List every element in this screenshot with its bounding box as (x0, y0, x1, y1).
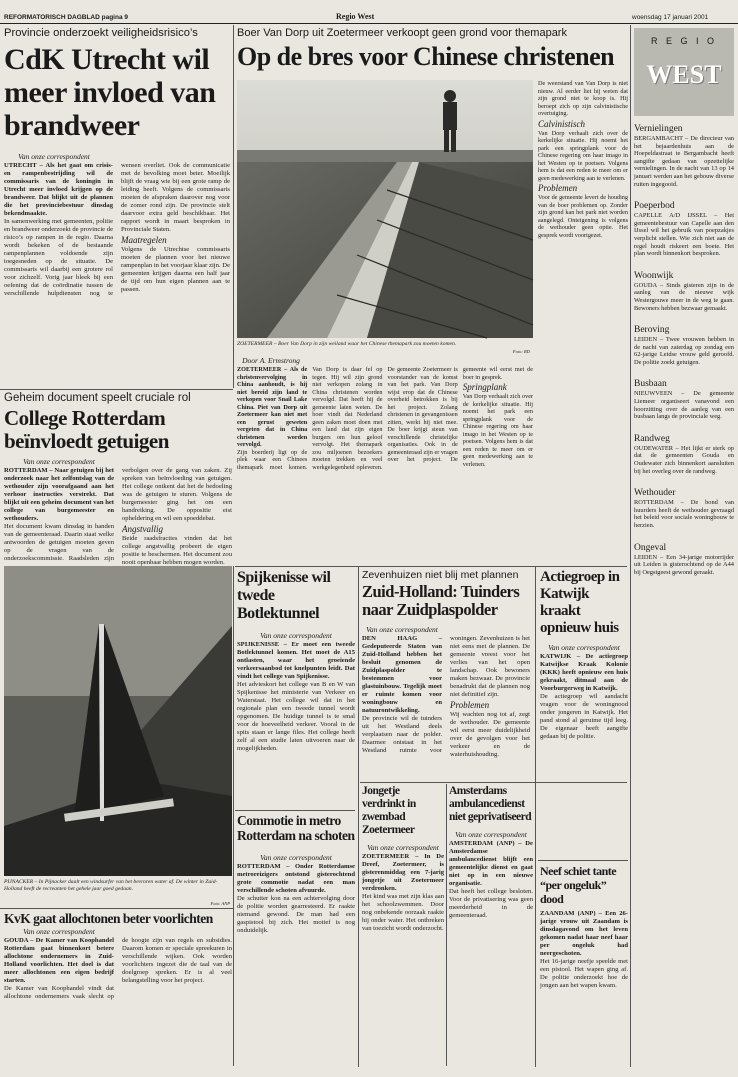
article-lead: UTRECHT – Als het gaat om crisis- en rampenbestrijding wil de commissaris van de koningin in Utrecht meer invloed krijgen op de brandweer. Dat blijkt uit de plannen die het provinciebestuur dinsdag bekendmaakte. (4, 162, 113, 217)
article-body: De provincie wil de tuinders uit het Westland deels verplaatsen naar de polder. Daarmee ontstaat in het Westland ruimte voor woningen. Zevenhuizen is het niet eens met de plannen. De gemeente vreest voor het verlies van het open landschap. Ook bewoners maken bezwaar. De provincie benadrukt dat de plannen nog niet definitief zijn. (362, 635, 530, 754)
brief-text: LEIDEN – Een 34-jarige motorrijder uit Leiden is gisterochtend op de A44 bij Oegstgeest gewond geraakt. (634, 553, 734, 576)
article-body-2: Beide raadsfracties vinden dat het college angstvallig probeert de eigen positie te beschermen. Het document zou nooit openbaar hebben mogen worden. (122, 535, 232, 566)
column-divider (358, 567, 359, 1067)
article-rotterdam-college (4, 392, 232, 566)
article-body-2: Wij wachten nog tot af, zegt de wethouder. De gemeente wil eerst meer duidelijkheid over de gevolgen voor het verkeer en de waterhuishouding. (450, 711, 530, 758)
article-byline: Van onze correspondent (23, 927, 95, 936)
article-byline: Van onze correspondent (260, 631, 332, 640)
article-columns (540, 653, 628, 863)
article-body: Het advieskort het college van B en W van Spijkenisse het ministerie van Verkeer en Waterstaat. Het college wil dat in het regionale plan een tweede tunnel wordt opgenomen. De huidige tunnel is te smal voor de hoeveelheid verkeer. Vooral in de spits staan er lange files. Het college heeft zelf al een studie laten uitvoeren naar de mogelijkheden. (237, 681, 355, 752)
article-byline: Van onze correspondent (260, 853, 332, 862)
article-body: De Kamer van Koophandel vindt dat allochtone ondernemers vaak slecht op de hoogte zijn van regels en subsidies. Daarom komen er speciale spreekuren in verschillende wijken. Ook worden voorlichters ingezet die de taal van de doelgroep spreken. Er is al veel belangstelling voor het project. (4, 937, 232, 1000)
article-kicker: Provincie onderzoekt veiligheidsrisico’s (4, 27, 198, 39)
article-lead: ROTTERDAM – Naar getuigen bij het onderzoek naar het zelfontslag van de wethouder zijn voorafgaand aan het verhoor instructies verstrekt. Dat blijkt uit een geheim document van het college van burgemeester en wethouders. (4, 467, 114, 522)
brief-item (634, 200, 734, 258)
article-lead: AMSTERDAM (ANP) – De Amsterdamse ambulancedienst blijft een gemeentelijke dienst en gaat niet op in een nieuwe organisatie. (449, 840, 533, 887)
brief-headline: Poeperbod (634, 201, 675, 212)
brief-headline: Wethouder (634, 488, 676, 499)
brief-item (634, 433, 734, 475)
logo-top-text: R E G I O (650, 36, 717, 46)
article-columns (449, 840, 533, 1060)
brief-headline: Busbaan (634, 379, 667, 390)
brief-item (634, 324, 734, 366)
article-subheading: Maatregelen (121, 235, 167, 245)
article-columns (362, 635, 530, 801)
section-divider (0, 908, 233, 909)
article-headline: Jongetje verdrinkt in zwembad Zoetermeer (362, 785, 416, 836)
farmer-photo (237, 80, 533, 338)
article-headline: Neef schiet tante “per ongeluk” dood (540, 864, 617, 906)
article-lead: ZOETERMEER – Als de christenvervolging in China aanhoudt, is hij niet bereid zijn land te verkopen voor Snail Lake China. Piet van Dorp uit Zoetermeer kan niet met een gerust geweten vergeten dat in China christenen worden vervolgd. (237, 366, 308, 448)
article-byline: Van onze correspondent (455, 830, 527, 839)
article-utrecht-body (4, 152, 230, 387)
logo-main-text: WEST (646, 60, 722, 89)
article-lead: GOUDA – De Kamer van Koophandel Rotterdam gaat binnenkort betere allochtone ondernemers in Zuid-Holland voorlichten. Het doel is dat meer allochtonen een eigen bedrijf starten. (4, 937, 114, 984)
article-body-2-repeat: Van Dorp verhaalt zich over de kerkelijke situatie. Hij noemt het park een springplank voor de Chinese regering om haar imago in het Westen op te poetsen. Volgens hem is dat een reden te meer om er geen medewerking aan te verlenen. (538, 129, 628, 182)
brief-item (634, 270, 734, 312)
article-kicker: Boer Van Dorp uit Zoetermeer verkoopt geen grond voor themapark (237, 27, 567, 39)
section-divider (538, 860, 628, 861)
brief-headline: Woonwijk (634, 270, 674, 281)
article-headline: Amsterdams ambulancedienst niet geprivatiseerd (449, 785, 532, 823)
header-page-title: Regio West (336, 12, 375, 21)
article-subheading: Angstvallig (122, 524, 163, 534)
article-body: Zijn boerderij ligt op de plek waar een Chinees themapark moet komen. Van Dorp is daar fel op tegen. Hij wil zijn grond niet verkopen zolang in China christenen worden vervolgd. Dat heeft hij de gemeente laten weten. De boer vindt dat Nederland geen zaken moet doen met een land dat zijn eigen burgers om hun geloof vervolgt. Het themapark zou miljoenen bezoekers moeten trekken en veel werkgelegenheid opleveren. De gemeente Zoetermeer is voorstander van de komst van het park. Van Dorp wijst erop dat de Chinese overheid betrokken is bij het project. Zolang christenen in gevangenissen zitten, werkt hij niet mee. De boer krijgt steun van verschillende christelijke organisaties. Ook in de gemeenteraad zijn er vragen over het project. De gemeente wil eerst met de boer in gesprek. (237, 366, 533, 471)
article-body: De actiegroep wil aandacht vragen voor de woningnood onder jongeren in Katwijk. Het pand stond al geruime tijd leeg. De eigenaar heeft aangifte gedaan bij de politie. (540, 693, 628, 740)
article-byline: Van onze correspondent (366, 625, 438, 634)
article-van-dorp (237, 27, 627, 77)
article-body: Het document kwam dinsdag in handen van de gemeenteraad. Daarin staat welke antwoorden de getuigen moeten geven op de vragen van de onderzoekscommissie. Raadsleden zijn verbolgen over de gang van zaken. Zij spreken van beïnvloeding van getuigen. Het college ontkent dat het de bedoeling was de getuigen te sturen. Volgens de burgemeester ging het om een handreiking. De oppositie eist opheldering en wil een spoeddebat. (4, 467, 232, 562)
article-body-2: Volgens de Utrechtse commissaris moeten de plannen voor het nieuwe rampenplan in het voorjaar klaar zijn. De gemeenten krijgen daarna een half jaar de tijd om hun eigen plannen aan te passen. (121, 246, 230, 293)
article-lead: ZAANDAM (ANP) – Een 26-jarige vrouw uit Zaandam is dinsdagavond om het leven gekomen nadat haar neef haar per ongeluk had neergeschoten. (540, 910, 628, 957)
article-lead: ROTTERDAM – Onder Rotterdamse metroreizigers ontstond gisterochtend grote commotie nadat een man verschillende schoten afvuurde. (237, 863, 355, 894)
article-columns (4, 937, 232, 1061)
article-columns (237, 641, 355, 817)
article-kicker: Geheim document speelt cruciale rol (4, 392, 191, 404)
brief-headline: Randweg (634, 433, 670, 444)
brief-headline: Beroving (634, 325, 670, 336)
article-subheading: Springplank (462, 382, 507, 392)
article-headline: Actiegroep in Katwijk kraakt opnieuw huis (540, 569, 620, 636)
article-body: Het 16-jarige neefje speelde met een pistool. Het wapen ging af. De politie onderzoekt hoe de jongen aan het wapen kwam. (540, 958, 628, 989)
photo-credit: Foto: ANP (210, 901, 230, 906)
article-neef (540, 864, 628, 1064)
brief-item (634, 378, 734, 420)
article-kicker: Zevenhuizen niet blij met plannen (362, 569, 519, 581)
photo-caption: PIJNACKER – In Pijnacker daalt een windsurfer van het bevroren water af. De winter in Zuid-Holland heeft de recreanten het gehele jaar goed gedaan. (4, 879, 218, 892)
article-van-dorp-column-right (538, 80, 628, 564)
article-metro (237, 813, 355, 1065)
article-headline: Zuid-Holland: Tuinders naar Zuidplaspolder (362, 582, 520, 619)
article-zuidplaspolder (362, 569, 530, 779)
brief-headline: Ongeval (634, 542, 667, 553)
article-columns (362, 853, 444, 1077)
section-divider (0, 389, 233, 390)
brief-item (634, 487, 734, 529)
article-lead: ZOETERMEER – In De Dreef, Zoetermeer, is gisterenmiddag een 7-jarig jongetje uit Zoetermeer verdronken. (362, 853, 444, 892)
column-divider (446, 784, 447, 1066)
photo-caption: ZOETERMEER – Boer Van Dorp in zijn weiland waar het Chinese themapark zou moeten komen. (237, 341, 457, 347)
article-headline: KvK gaat allochtonen beter voorlichten (4, 911, 213, 926)
brief-text: OUDEWATER – Het lijkt er sterk op dat de gemeenten Gouda en Oudewater zich binnenkort aansluiten bij het overleg over de randweg. (634, 444, 734, 475)
article-columns (4, 162, 230, 384)
article-subheading: Problemen (450, 700, 490, 710)
header-rule (0, 23, 738, 24)
column-divider (233, 25, 234, 388)
article-subheading: Calvinistisch (538, 118, 585, 129)
regio-west-logo (634, 28, 734, 116)
brief-item (634, 542, 734, 577)
article-zwembad (362, 785, 444, 1065)
article-van-dorp-body (237, 356, 533, 564)
article-headline: Op de bres voor Chinese christenen (237, 42, 615, 71)
article-lead: KATWIJK – De actiegroep Katwijkse Kraak Kolonie (KKK) heeft opnieuw een huis gekraakt, ditmaal aan de Voorburgerweg in Katwijk. (540, 653, 628, 692)
article-columns (4, 467, 232, 570)
article-body-3: De weerstand van Van Dorp is niet nieuw. Al eerder liet hij weten dat zijn grond niet te koop is. Hij beroept zich op zijn calvinistische overtuiging. (538, 80, 628, 117)
article-columns (538, 80, 628, 239)
article-columns (237, 366, 533, 562)
article-byline: Van onze correspondent (23, 457, 95, 466)
windsurfer-image (4, 566, 232, 876)
article-byline: Van onze correspondent (548, 643, 620, 652)
article-headline: Spijkenisse wil twede Botlektunnel (237, 569, 331, 622)
article-body: De schutter kon na een achtervolging door de politie worden gearresteerd. Er raakte niemand gewond. De man had een gaspistool bij zich. Het motief is nog onduidelijk. (237, 895, 355, 934)
article-headline: Commotie in metro Rotterdam na schoten (237, 813, 355, 843)
header-date: woensdag 17 januari 2001 (632, 14, 709, 21)
photo-credit: Foto: RD (512, 349, 530, 354)
article-kvk (4, 911, 232, 1065)
section-divider (235, 810, 355, 811)
column-divider (630, 25, 631, 1067)
column-divider (233, 566, 234, 1066)
farmer-field-image (237, 80, 533, 338)
section-divider (235, 566, 627, 567)
article-body-4: Voor de gemeente levert de houding van de boer problemen op. Zonder zijn grond kan het park niet worden aangelegd. Onteigening is volgens de wethouder geen optie. Het gesprek wordt voortgezet. (538, 194, 628, 239)
brief-text: LEIDEN – Twee vrouwen hebben in de nacht van zaterdag op zondag een 62-jarige Leidse vrouw geld geroofd. De politie zoekt getuigen. (634, 336, 734, 366)
article-body: In samenwerking met gemeenten, politie en brandweer onderzoekt de provincie de risico’s op rampen in de regio. Daarna wordt bekeken of de bestaande rampenplannen voldoende zijn toegesneden op de situatie. De commissaris wil daarbij een grotere rol voor zichzelf. Vorig jaar bleek bij een oefening dat de coördinatie tussen de verschillende hulpdiensten nog te wensen overliet. Ook de communicatie met de bevolking moet beter. Moeilijk blijft de vraag wie bij een grote ramp de leiding heeft. Volgens de commissaris moeten de afspraken daarover nog voor de zomer rond zijn. De provincie stelt daarvoor extra geld beschikbaar. Het rapport wordt in maart besproken in Provinciale Staten. (4, 162, 230, 297)
article-lead: DEN HAAG – Gedeputeerde Staten van Zuid-Holland hebben het besluit genomen de Zuidplaspolder te bestemmen voor glastuinbouw. Tegelijk moet er ruimte komen voor woningbouw en natuurontwikkeling. (362, 635, 442, 714)
brief-text: NIEUWVEEN – De gemeente Liemeer organiseert vanavond een hoorzitting over de aanleg van een busbaan langs de provinciale weg. (634, 390, 734, 421)
article-ambulancedienst (449, 785, 533, 1065)
article-byline: Door A. Ermstrong (242, 356, 300, 365)
article-headline: College Rotterdam beïnvloedt getuigen (4, 406, 169, 453)
article-headline: CdK Utrecht wil meer invloed van brandweer (4, 43, 216, 142)
brief-item (634, 123, 734, 188)
column-divider (535, 567, 536, 1067)
article-body-2: Van Dorp verhaalt zich over de kerkelijke situatie. Hij noemt het park een springplank voor de Chinese regering om haar imago in het Westen op te poetsen. Volgens hem is dat een reden te meer om er geen medewerking aan te verlenen. (462, 393, 533, 468)
article-katwijk (540, 569, 628, 859)
article-byline: Van onze correspondent (18, 152, 90, 161)
brief-text: ROTTERDAM – De bond van huurders heeft de wethouder gevraagd het beleid voor sociale woningbouw te herzien. (634, 499, 734, 529)
brief-text: BERGAMBACHT – De directeur van het bejaardenhuis aan de Hoepeldastraat te Bergambacht heeft aangifte gedaan van opzettelijke vernielingen. In de nacht van 13 op 14 januari werden aan het gebouw diverse ruiten ingegooid. (634, 135, 734, 188)
brief-text: GOUDA – Sinds gisteren zijn in de aanleg van de nieuwe wijk Westergouwe meer in de weg te gaan. Bewoners hebben bezwaar gemaakt. (634, 281, 734, 312)
brief-headline: Vernielingen (634, 124, 683, 134)
article-body: Dat heeft het college besloten. Voor de privatisering was geen meerderheid in de gemeenteraad. (449, 888, 533, 919)
article-columns (237, 863, 355, 1063)
news-in-brief-column (634, 120, 734, 1065)
article-subheading-3: Problemen (538, 183, 578, 193)
windsurfer-photo (4, 566, 232, 876)
brief-text: CAPELLE A/D IJSSEL – Het gemeentebestuur van Capelle aan den IJssel wil het gebruik van poepzakjes verplicht stellen. Wie zich niet aan de regel houdt riskeert een boete. Het plan wordt binnenkort besproken. (634, 212, 734, 258)
article-columns (540, 910, 628, 1075)
article-botlektunnel (237, 569, 355, 809)
article-body: Het kind was met zijn klas aan het schoolzwemmen. Door nog onbekende oorzaak raakte hij onder water. Het ontbreken van toezicht wordt onderzocht. (362, 893, 444, 932)
article-byline: Van onze correspondent (367, 843, 439, 852)
article-lead: SPIJKENISSE – Er moet een tweede Botlektunnel komen. Het moet de A15 ontlasten, waar het groeiende verkeersaanbod tot knelpunten leidt. Dat vindt het college van Spijkenisse. (237, 641, 355, 680)
header-section-name: REFORMATORISCH DAGBLAD pagina 9 (4, 14, 128, 21)
